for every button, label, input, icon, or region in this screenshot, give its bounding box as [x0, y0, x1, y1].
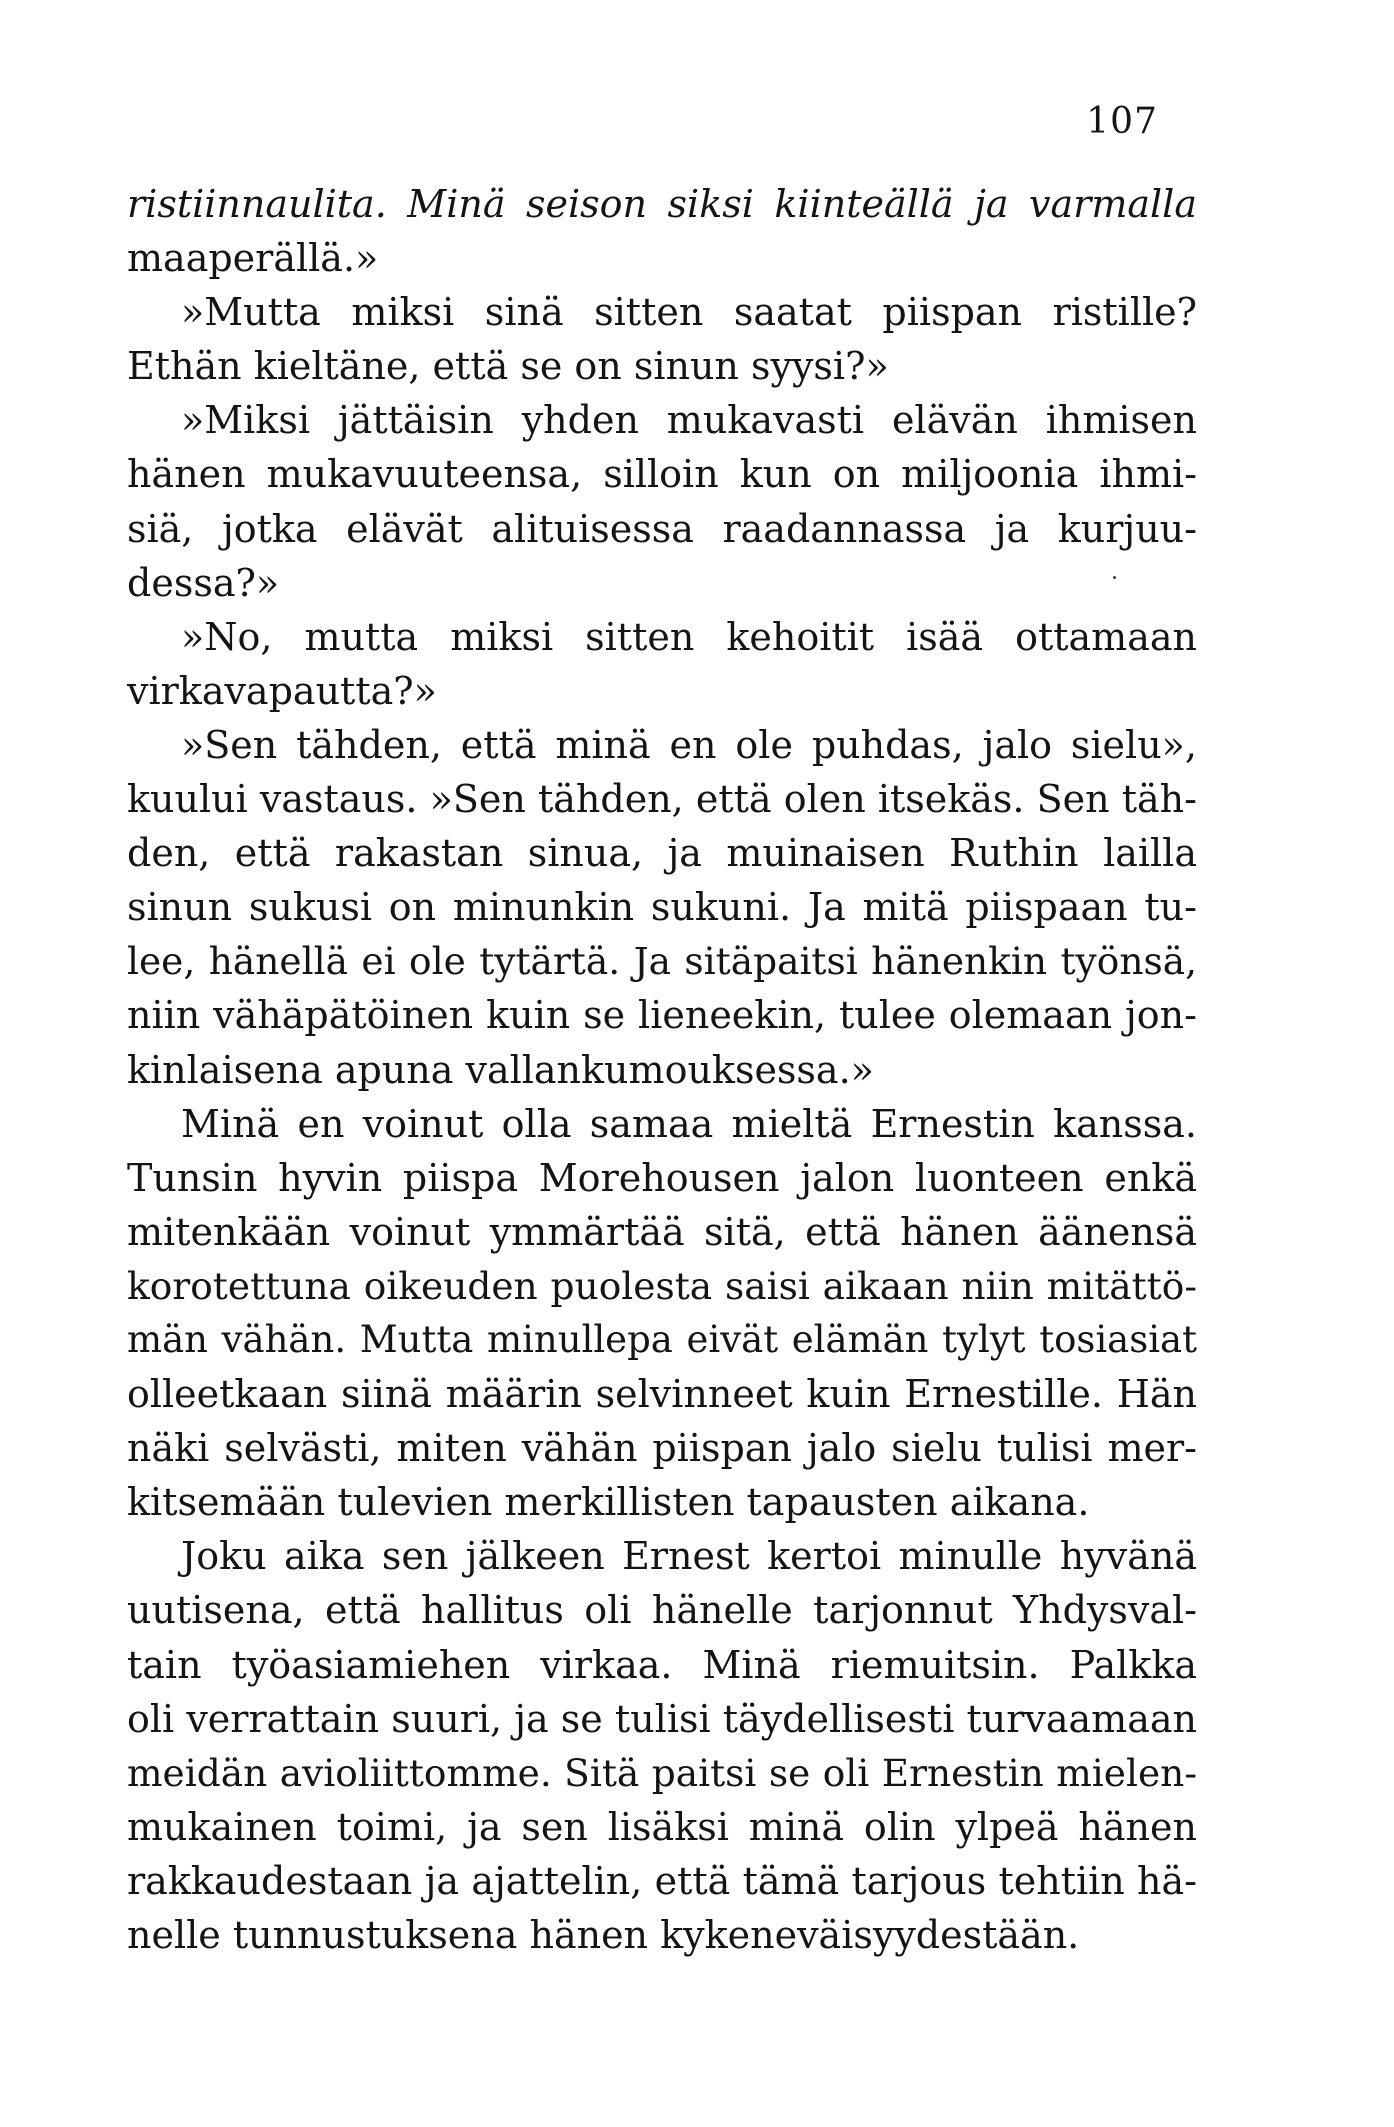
text-line: »Sen tähden, että minä en ole puhdas, jalo sielu»,	[181, 722, 1197, 767]
text-line: Tunsin hyvin piispa Morehousen jalon luonteen enkä	[127, 1155, 1197, 1200]
text-line: »Mutta miksi sinä sitten saatat piispan ristille?	[181, 290, 1197, 335]
text-line: korotettuna oikeuden puolesta saisi aikaan niin mitättö-	[127, 1263, 1197, 1308]
text-line: olleetkaan siinä määrin selvinneet kuin Ernestille. Hän	[127, 1372, 1197, 1417]
text-line: sinun sukusi on minunkin sukuni. Ja mitä piispaan tu-	[127, 885, 1197, 930]
text-line: uutisena, että hallitus oli hänelle tarjonnut Yhdysval-	[127, 1588, 1197, 1633]
text-line: den, että rakastan sinua, ja muinaisen Ruthin lailla	[127, 831, 1197, 876]
text-line: mitenkään voinut ymmärtää sitä, että hänen äänensä	[127, 1209, 1197, 1254]
page-number: 107	[1086, 101, 1158, 142]
text-line: siä, jotka elävät alituisessa raadannassa ja kurjuu-	[127, 506, 1197, 551]
text-line: »Miksi jättäisin yhden mukavasti elävän ihmisen	[181, 398, 1197, 443]
text-line: lee, hänellä ei ole tytärtä. Ja sitäpaitsi hänenkin työnsä,	[127, 939, 1197, 984]
text-line: kitsemään tulevien merkillisten tapausten aikana.	[127, 1480, 1090, 1525]
text-line: män vähän. Mutta minullepa eivät elämän tylyt tosiasiat	[127, 1317, 1197, 1361]
text-line: Minä en voinut olla samaa mieltä Ernestin kanssa.	[181, 1101, 1197, 1146]
text-line: Joku aika sen jälkeen Ernest kertoi minulle hyvänä	[181, 1534, 1197, 1579]
text-line: virkavapautta?»	[127, 668, 437, 713]
text-line: nelle tunnustuksena hänen kykeneväisyydestään.	[127, 1913, 1080, 1957]
text-line: mukainen toimi, ja sen lisäksi minä olin ylpeä hänen	[127, 1804, 1197, 1849]
body-text	[127, 177, 1197, 1962]
text-line: oli verrattain suuri, ja se tulisi täydellisesti turvaamaan	[127, 1696, 1197, 1741]
text-line: »No, mutta miksi sitten kehoitit isää ottamaan	[181, 614, 1197, 659]
text-line: kinlaisena apuna vallankumouksessa.»	[127, 1047, 874, 1092]
print-speck	[1113, 576, 1116, 579]
text-line: hänen mukavuuteensa, silloin kun on miljoonia ihmi-	[127, 452, 1197, 497]
text-line: tain työasiamiehen virkaa. Minä riemuitsin. Palkka	[127, 1642, 1197, 1687]
text-line: kuului vastaus. »Sen tähden, että olen itsekäs. Sen täh-	[127, 777, 1197, 822]
text-line: maaperällä.»	[127, 236, 379, 281]
text-line: dessa?»	[127, 560, 280, 605]
text-line: meidän avioliittomme. Sitä paitsi se oli Ernestin mielen-	[127, 1750, 1197, 1795]
text-line: Ethän kieltäne, että se on sinun syysi?»	[127, 344, 889, 389]
text-line: rakkaudestaan ja ajattelin, että tämä tarjous tehtiin hä-	[127, 1858, 1197, 1903]
text-line: näki selvästi, miten vähän piispan jalo sielu tulisi mer-	[127, 1426, 1197, 1471]
text-line: ristiinnaulita. Minä seison siksi kiinteällä ja varmalla	[127, 182, 1197, 226]
text-line: niin vähäpätöinen kuin se lieneekin, tulee olemaan jon-	[127, 993, 1197, 1038]
